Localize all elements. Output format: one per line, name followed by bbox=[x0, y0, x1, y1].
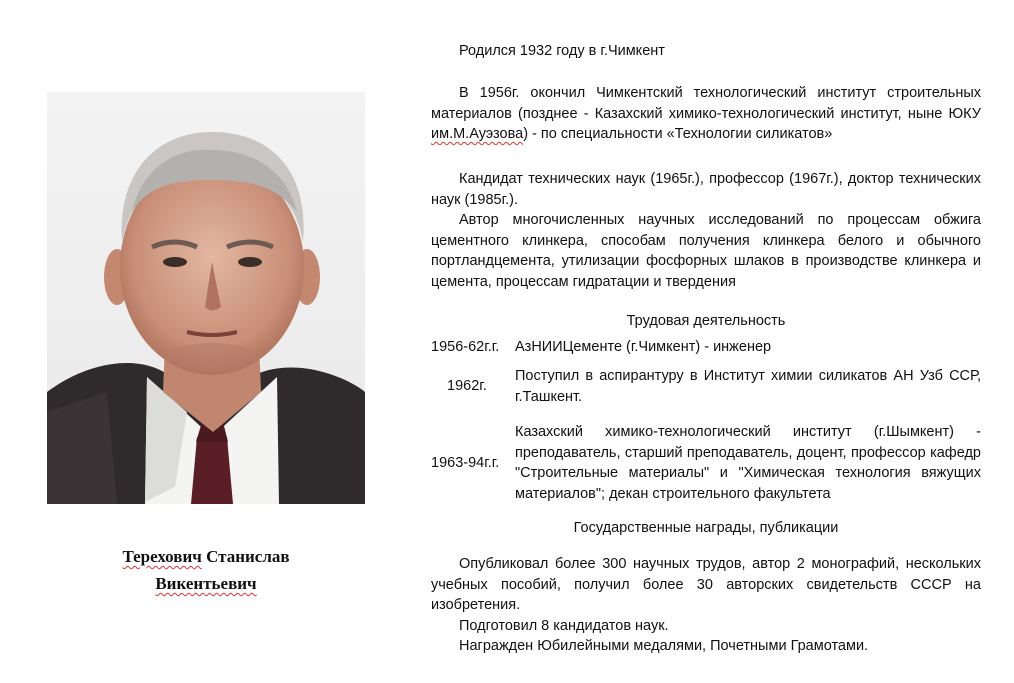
work-heading: Трудовая деятельность bbox=[626, 313, 786, 329]
work-row-3 bbox=[431, 422, 981, 504]
students-line: Подготовил 8 кандидатов наук. bbox=[459, 618, 669, 634]
person-name bbox=[47, 543, 365, 597]
medals-line: Награжден Юбилейными медалями, Почетными Грамотами. bbox=[459, 638, 869, 654]
work-years-1: 1956-62г.г. bbox=[431, 339, 500, 355]
work-row-2 bbox=[431, 366, 981, 407]
education-link: им.М.Ауэзова bbox=[431, 126, 524, 142]
work-text-2: Поступил в аспирантуру в Институт химии силикатов АН Узб ССР, г.Ташкент. bbox=[515, 368, 981, 405]
education-text-2: ) - по специальности «Технологии силикатов» bbox=[523, 126, 833, 142]
work-row-1 bbox=[431, 337, 981, 358]
education-text-1: В 1956г. окончил Чимкентский технологический институт строительных материалов (позднее - Казахский химико-технологический институт, ныне ЮКУ bbox=[431, 85, 981, 122]
work-text-1: АзНИИЦементе (г.Чимкент) - инженер bbox=[515, 339, 772, 355]
publications-paragraph: Опубликовал более 300 научных трудов, автор 2 монографий, нескольких учебных пособий, получил более 30 авторских свидетельств СССР на изобретения. bbox=[431, 556, 981, 613]
work-text-3: Казахский химико-технологический институт (г.Шымкент) - преподаватель, старший преподаватель, доцент, профессор кафедр "Строительные материалы" и "Химическая технология вяжущих материалов"; декан строительного факультета bbox=[515, 424, 981, 502]
research-paragraph: Автор многочисленных научных исследований по процессам обжига цементного клинкера, способам получения клинкера белого и обычного портландцемента, утилизации фосфорных шлаков в производстве клинкера и цемента, процессам гидратации и твердения bbox=[431, 212, 981, 290]
portrait-photo bbox=[47, 92, 365, 504]
born-line: Родился 1932 году в г.Чимкент bbox=[459, 43, 665, 59]
surname: Терехович bbox=[122, 547, 202, 566]
education-paragraph bbox=[431, 83, 981, 145]
degrees-paragraph: Кандидат технических наук (1965г.), профессор (1967г.), доктор технических наук (1985г.). bbox=[431, 171, 981, 208]
patronymic: Викентьевич bbox=[155, 574, 257, 593]
work-years-3: 1963-94г.г. bbox=[431, 454, 500, 471]
awards-heading: Государственные награды, публикации bbox=[573, 520, 839, 536]
work-years-2: 1962г. bbox=[447, 378, 487, 395]
given-name: Станислав bbox=[206, 547, 290, 566]
